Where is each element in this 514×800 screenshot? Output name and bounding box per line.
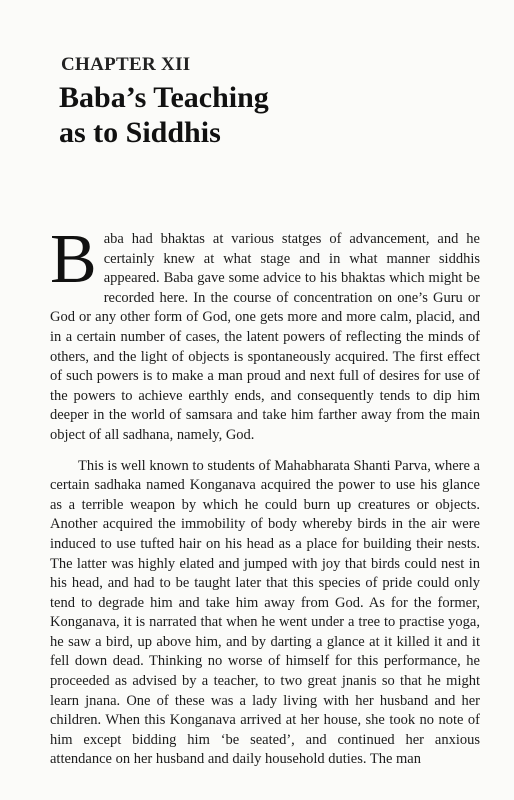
paragraph-1-text: aba had bhaktas at various statges of advancement, and he certainly knew at what stage and in what manner siddhis appeared. Baba gave some advice to his bhaktas which might be recorded here. In the course of concentration on one’s Guru or God or any other form of God, one gets more and more calm, placid, and in a certain number of cases, the latent powers of reflecting the minds of others, and the light of objects is spontaneously acquired. The first effect of such powers is to make a man proud and next full of desires for use of the powers to achieve earthly ends, and consequently tends to dip him deeper in the world of samsara and take him farther away from the main object of all sadhana, namely, God.	[50, 231, 480, 443]
chapter-title-line-2: as to Siddhis	[59, 116, 221, 149]
chapter-number: CHAPTER XII	[61, 54, 191, 75]
chapter-title-line-1: Baba’s Teaching	[59, 81, 269, 114]
chapter-title	[59, 80, 269, 150]
paragraph-1	[50, 221, 480, 446]
paragraph-2: This is well known to students of Mahabharata Shanti Parva, where a certain sadhaka named Konganava acquired the power to use his glance as a terrible weapon by which he could burn up creatures or objects. Another acquired the immobility of body whereby birds in the air were induced to use tufted hair on his head as a place for building their nests. The latter was highly elated and jumped with joy that birds could nest in his head, and had to be taught later that this species of pride could only tend to degrade him and take him away from God. As for the former, Konganava, it is narrated that when he went under a tree to practise yoga, he saw a bird, up above him, and by darting a glance at it killed it and it fell down dead. Thinking no worse of himself for this performance, he proceeded as advised by a teacher, to two great jnanis so that he might learn jnana. One of these was a lady living with her husband and her children. When this Konganava arrived at her house, she took no note of him except bidding him ‘be seated’, and continued her anxious attendance on her husband and daily household duties. The man	[50, 457, 480, 768]
drop-cap: B	[50, 221, 97, 298]
body-text	[50, 221, 480, 770]
